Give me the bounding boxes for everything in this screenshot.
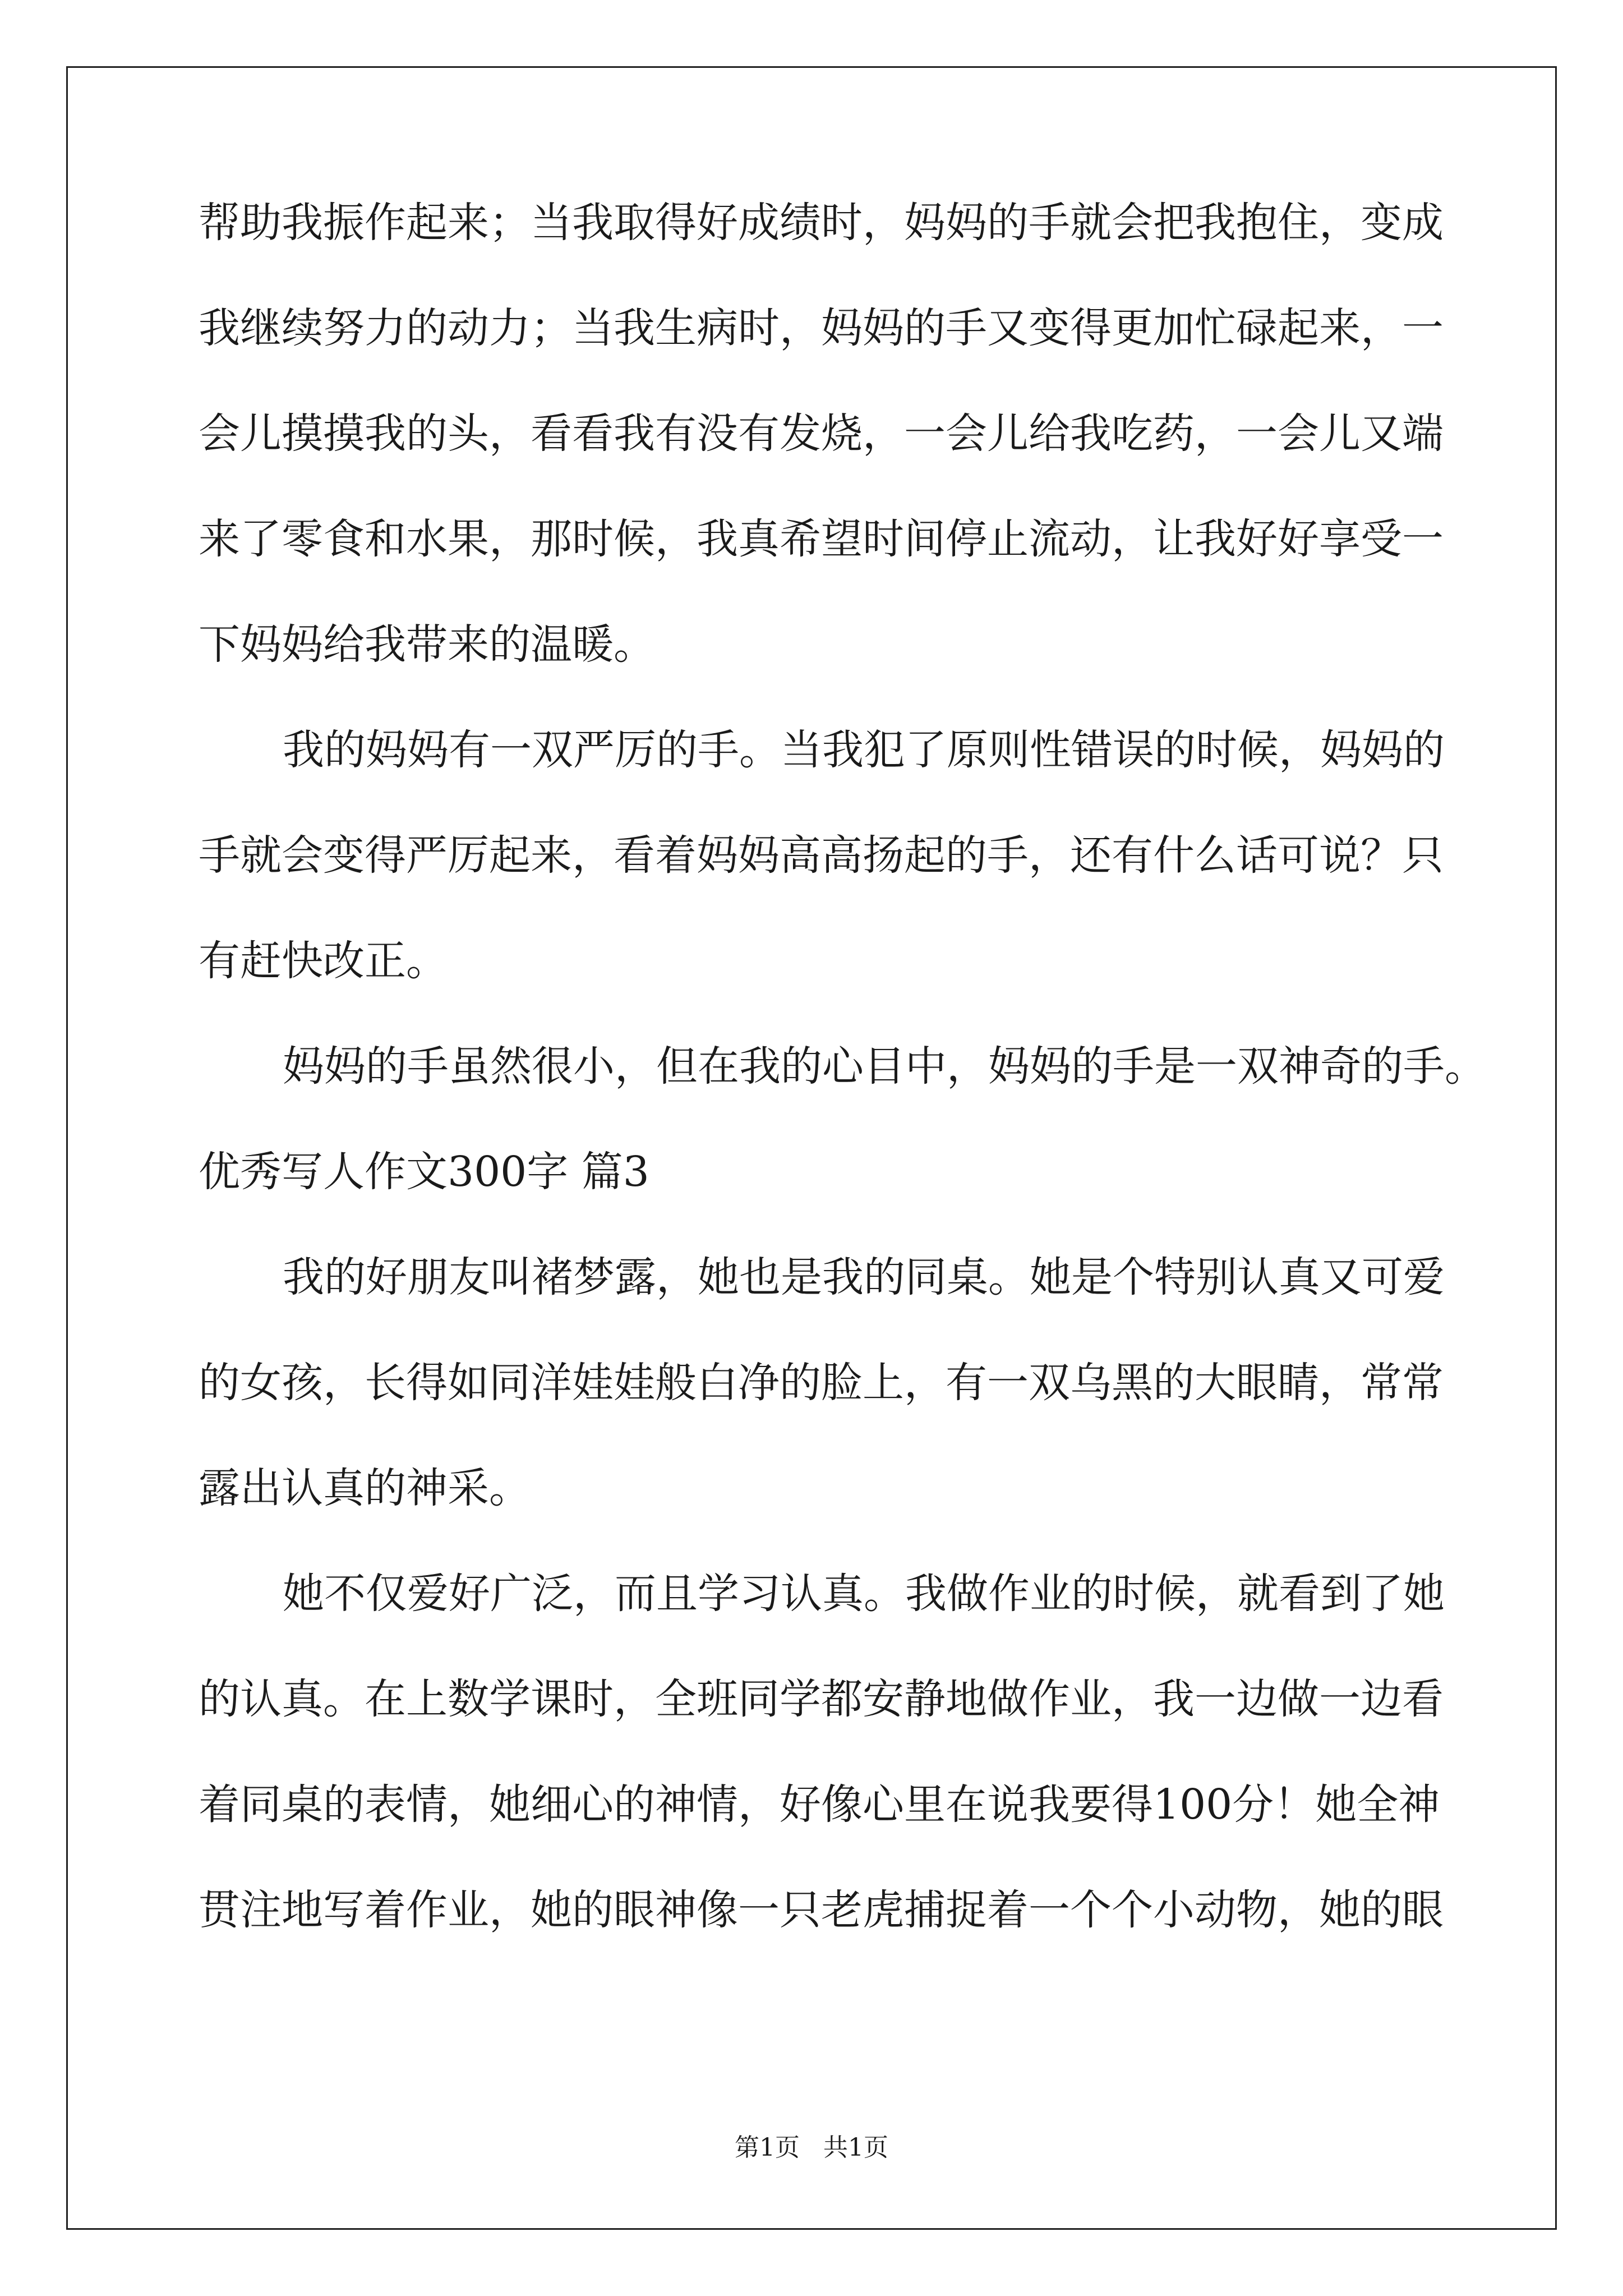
section-heading: 优秀写人作文300字 篇3 <box>199 1148 649 1196</box>
text-line: 来了零食和水果，那时候，我真希望时间停止流动，让我好好享受一 <box>199 515 1444 563</box>
paragraph-start-line: 她不仅爱好广泛，而且学习认真。我做作业的时候，就看到了她 <box>283 1570 1445 1618</box>
text-line: 着同桌的表情，她细心的神情，好像心里在说我要得100分！她全神 <box>199 1780 1440 1829</box>
text-line: 会儿摸摸我的头，看看我有没有发烧，一会儿给我吃药，一会儿又端 <box>199 409 1444 458</box>
paragraph-start-line: 我的妈妈有一双严厉的手。当我犯了原则性错误的时候，妈妈的 <box>283 726 1445 774</box>
text-line: 我继续努力的动力；当我生病时，妈妈的手又变得更加忙碌起来，一 <box>199 304 1444 352</box>
text-line: 的女孩，长得如同洋娃娃般白净的脸上，有一双乌黑的大眼睛，常常 <box>199 1359 1444 1407</box>
text-line: 帮助我振作起来；当我取得好成绩时，妈妈的手就会把我抱住，变成 <box>199 199 1444 247</box>
text-line: 的认真。在上数学课时，全班同学都安静地做作业，我一边做一边看 <box>199 1675 1444 1723</box>
text-line: 贯注地写着作业，她的眼神像一只老虎捕捉着一个个小动物，她的眼 <box>199 1886 1444 1934</box>
text-line: 有赶快改正。 <box>199 937 448 985</box>
paragraph-start-line: 我的好朋友叫褚梦露，她也是我的同桌。她是个特别认真又可爱 <box>283 1253 1445 1301</box>
text-line: 手就会变得严厉起来，看着妈妈高高扬起的手，还有什么话可说？只 <box>199 831 1444 880</box>
page-number-footer: 第1页 共1页 <box>735 2133 888 2162</box>
text-line: 下妈妈给我带来的温暖。 <box>199 620 655 669</box>
paragraph-start-line: 妈妈的手虽然很小，但在我的心目中，妈妈的手是一双神奇的手。 <box>283 1042 1486 1091</box>
text-line: 露出认真的神采。 <box>199 1464 531 1512</box>
